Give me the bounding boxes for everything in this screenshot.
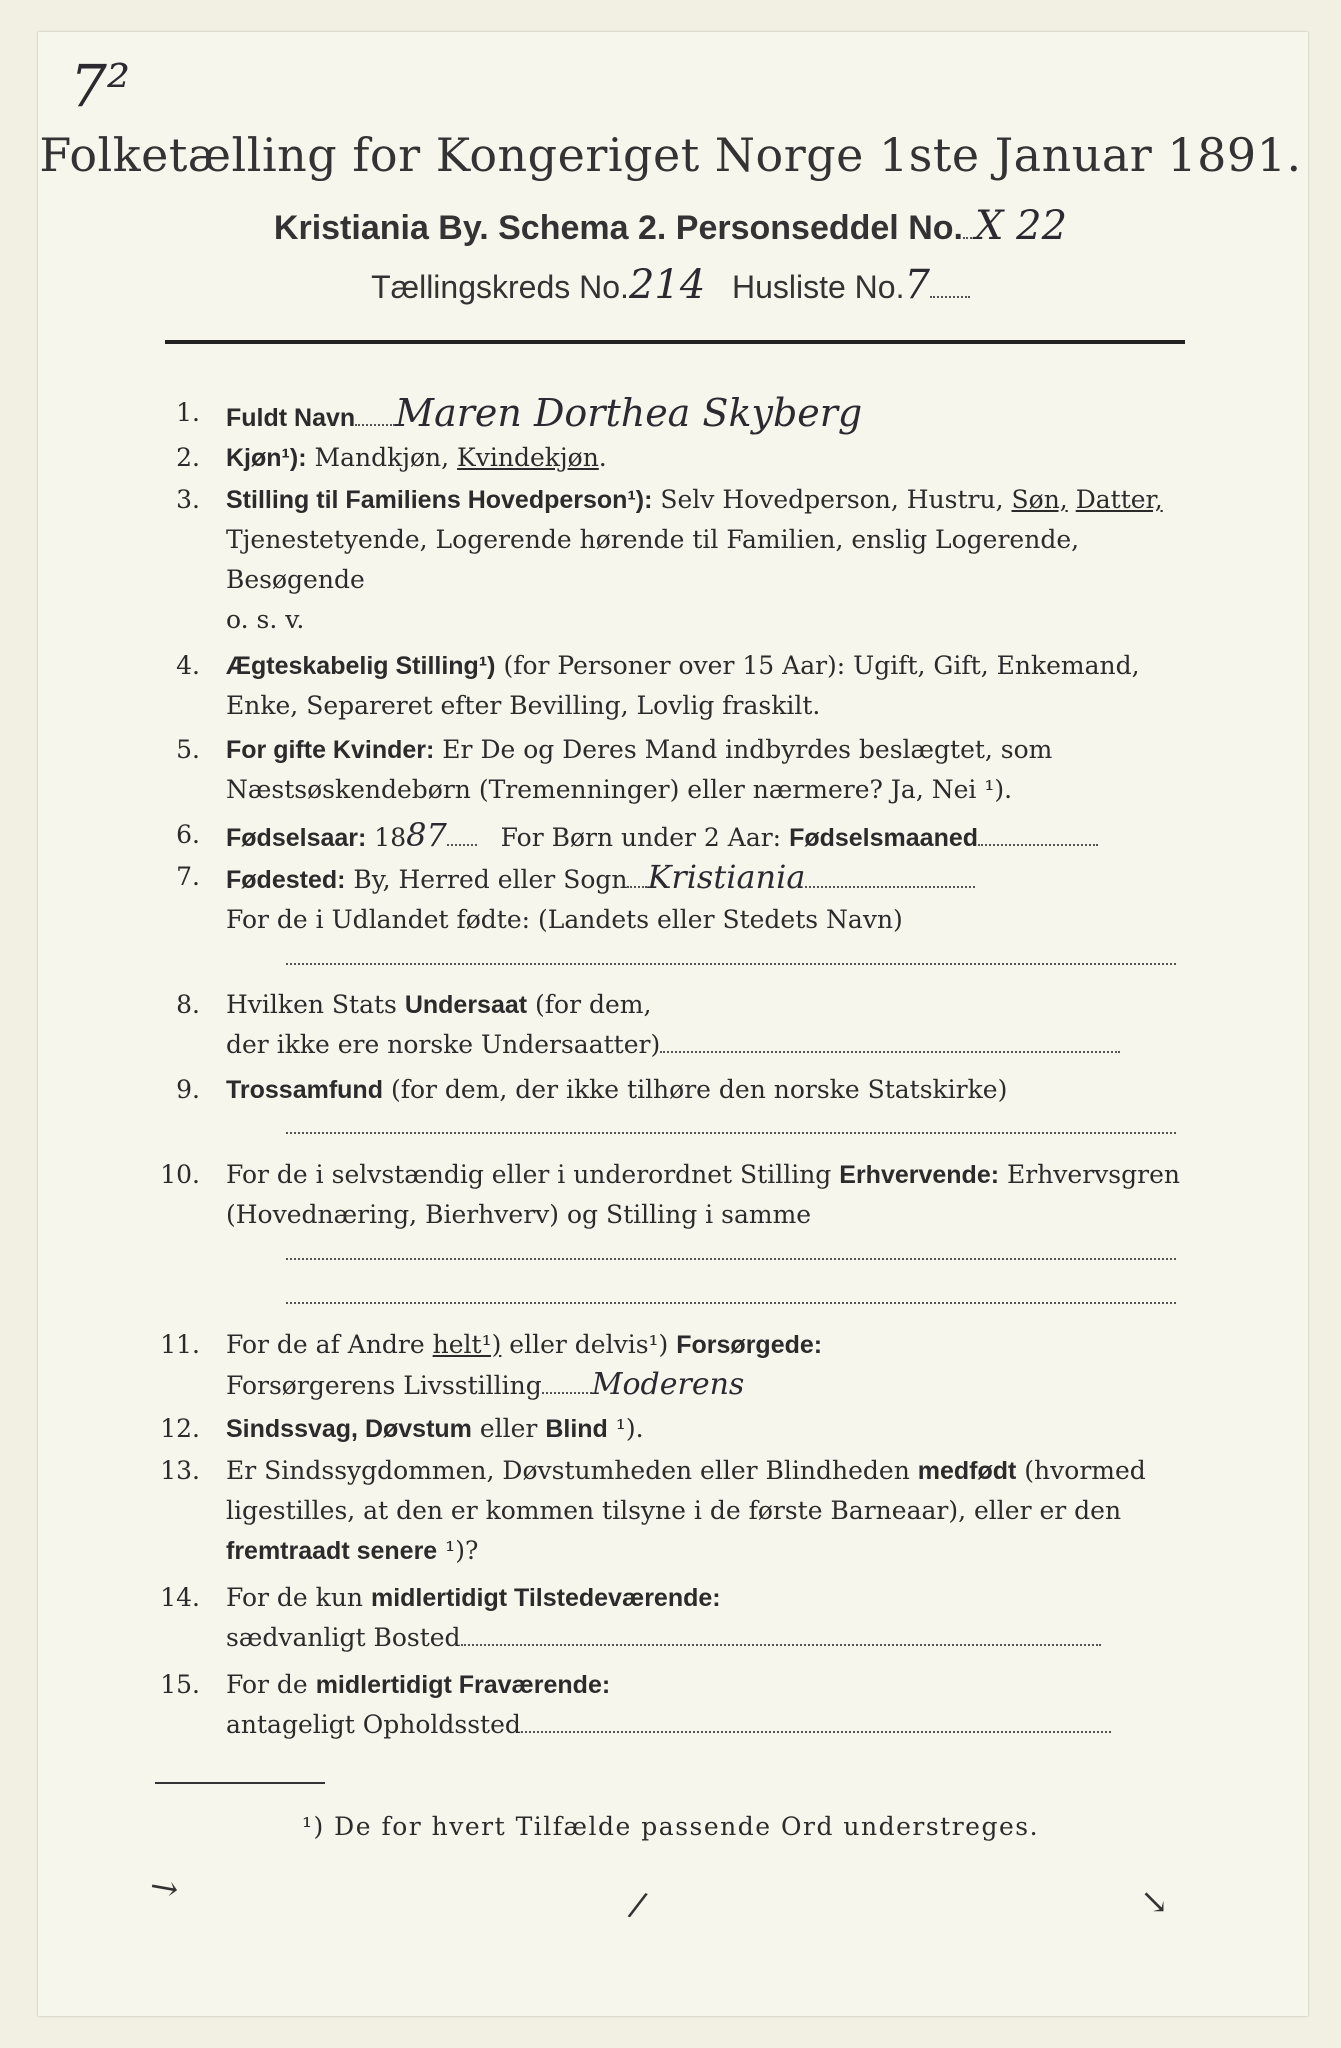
footnote: ¹) De for hvert Tilfælde passende Ord understreges.	[301, 1812, 1040, 1841]
header-line-3: Tællingskreds No.214 Husliste No.7	[0, 262, 1341, 308]
item-14: 14. For de kun midlertidigt Tilstedeværende: sædvanligt Bosted	[148, 1578, 1188, 1668]
footnote-divider	[155, 1782, 325, 1784]
item-3: 3. Stilling til Familiens Hovedperson¹): Selv Hovedperson, Hustru, Søn, Datter, Tjenestetyende, Logerende hørende til Familien, enslig Logerende, Besøgende o. s. v.	[176, 485, 1163, 634]
blank-line	[286, 1132, 1176, 1134]
husliste-number: 7	[904, 262, 930, 308]
corner-annotation: 7²	[70, 52, 131, 120]
item-7: 7. Fødested: By, Herred eller Sogn Kristiania For de i Udlandet fødte: (Landets eller Stedets Navn)	[148, 857, 1188, 947]
birth-year-value: 87	[406, 816, 447, 854]
personseddel-number: X 22	[974, 203, 1068, 249]
gender-selected: Kvindekjøn	[457, 443, 599, 472]
provider-value: Moderens	[591, 1367, 745, 1402]
header-divider	[165, 340, 1185, 344]
item-8: 8. Hvilken Stats Undersaat (for dem, der ikke ere norske Undersaatter)	[148, 985, 1188, 1075]
taellingskreds-number: 214	[628, 262, 706, 308]
birthplace-value: Kristiania	[647, 858, 806, 896]
center-mark: /	[625, 1884, 650, 1926]
blank-line	[286, 1258, 1176, 1260]
full-name-value: Maren Dorthea Skyberg	[395, 391, 863, 435]
form-title: Folketælling for Kongeriget Norge 1ste Januar 1891.	[39, 128, 1302, 182]
corner-mark-right: ↘	[1140, 1882, 1169, 1922]
blank-line	[286, 1302, 1176, 1304]
item-11: 11. For de af Andre helt¹) eller delvis¹) Forsørgede: Forsørgerens Livsstilling Moderens	[160, 1330, 823, 1402]
corner-mark-left: ↘	[141, 1863, 188, 1913]
header-line-2: Kristiania By. Schema 2. Personseddel No. X 22	[273, 203, 1068, 249]
blank-line	[286, 963, 1176, 965]
item-13: 13. Er Sindssygdommen, Døvstumheden eller Blindheden medfødt (hvormed ligestilles, at den er kommen tilsyne i de første Barneaar), eller er den fremtraadt senere ¹)?	[160, 1456, 1146, 1565]
item-15: 15. For de midlertidigt Fraværende: antageligt Opholdssted	[148, 1665, 1188, 1755]
